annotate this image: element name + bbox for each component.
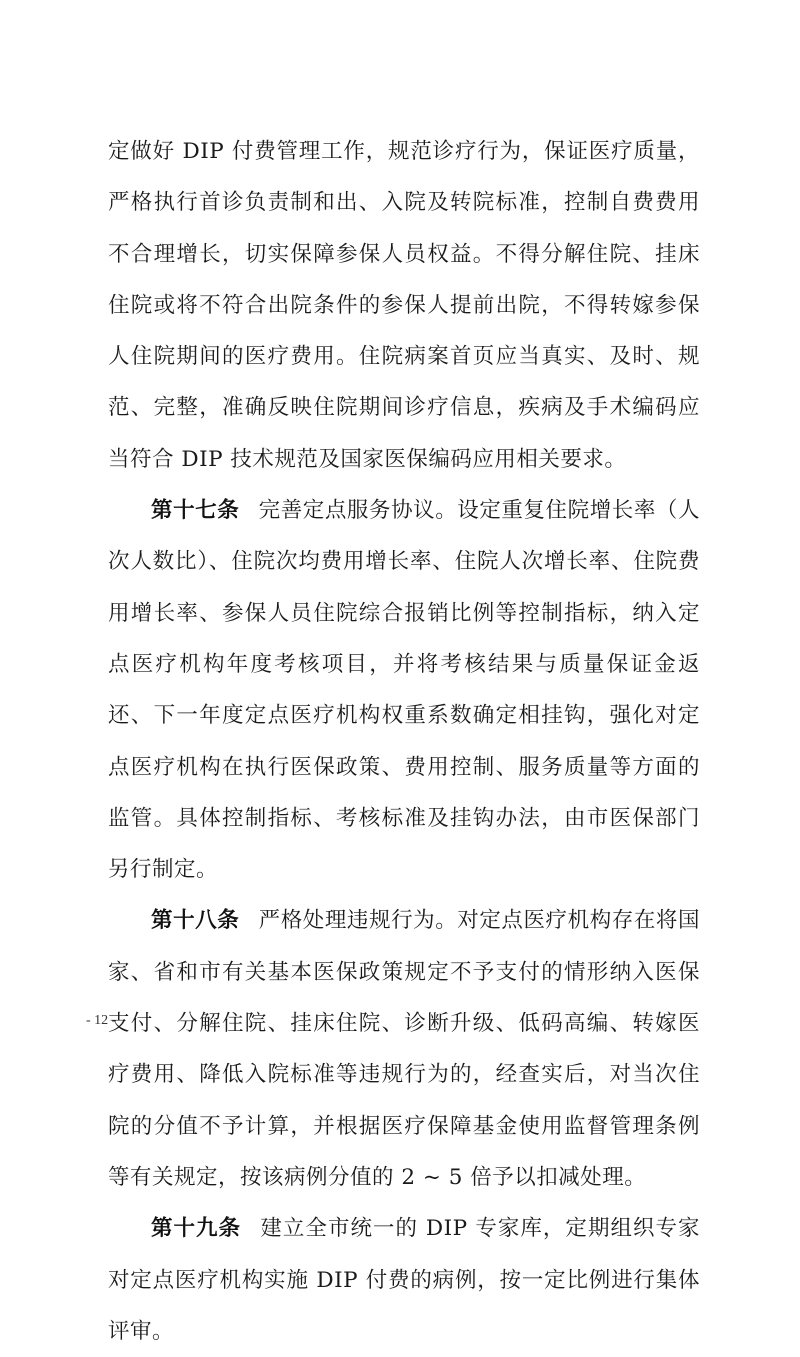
article-18-paragraph xyxy=(108,895,700,1203)
paragraph-text: 严格处理违规行为。对定点医疗机构存在将国家、省和市有关基本医保政策规定不予支付的情形纳入医保支付、分解住院、挂床住院、诊断升级、低码高编、转嫁医疗费用、降低入院标准等违规行为的，经查实后，对当次住院的分值不予计算，并根据医疗保障基金使用监督管理条例等有关规定，按该病例分值的 2 ~ 5 倍予以扣减处理。 xyxy=(108,908,700,1190)
document-body xyxy=(108,126,700,1357)
paragraph-continuation xyxy=(108,126,700,485)
article-19-paragraph xyxy=(108,1203,700,1357)
page-number: - 12 - xyxy=(86,1013,117,1028)
paragraph-text: 定做好 DIP 付费管理工作，规范诊疗行为，保证医疗质量，严格执行首诊负责制和出、入院及转院标准，控制自费费用不合理增长，切实保障参保人员权益。不得分解住院、挂床住院或将不符合出院条件的参保人提前出院，不得转嫁参保人住院期间的医疗费用。住院病案首页应当真实、及时、规范、完整，准确反映住院期间诊疗信息，疾病及手术编码应当符合 DIP 技术规范及国家医保编码应用相关要求。 xyxy=(108,139,700,472)
article-17-paragraph xyxy=(108,485,700,895)
paragraph-text: 建立全市统一的 DIP 专家库，定期组织专家对定点医疗机构实施 DIP 付费的病例，按一定比例进行集体评审。 xyxy=(108,1216,700,1344)
article-heading: 第十七条 xyxy=(151,498,240,524)
article-heading: 第十八条 xyxy=(151,908,240,934)
article-heading: 第十九条 xyxy=(151,1216,242,1242)
paragraph-text: 完善定点服务协议。设定重复住院增长率（人次人数比）、住院次均费用增长率、住院人次增长率、住院费用增长率、参保人员住院综合报销比例等控制指标，纳入定点医疗机构年度考核项目，并将考核结果与质量保证金返还、下一年度定点医疗机构权重系数确定相挂钩，强化对定点医疗机构在执行医保政策、费用控制、服务质量等方面的监管。具体控制指标、考核标准及挂钩办法，由市医保部门另行制定。 xyxy=(108,498,700,883)
